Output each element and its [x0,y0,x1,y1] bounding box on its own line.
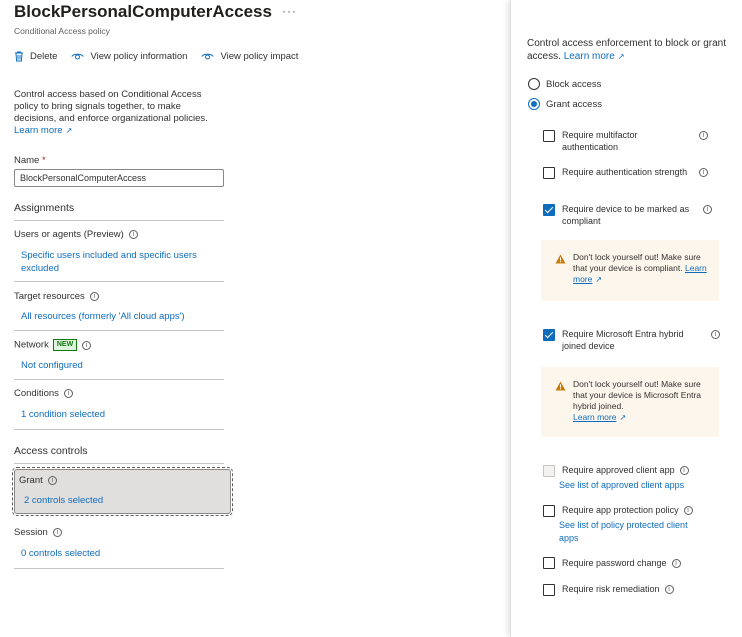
target-resources-label [14,291,99,302]
approved-client-app-checkbox[interactable] [543,465,555,477]
hybrid-warning-text [573,379,711,423]
conditions-label-text: Conditions [14,388,59,399]
intro-text: Control access based on Conditional Access policy to bring signals together, to make decisions, and enforce organizational policies. [14,89,208,124]
grant-label [19,475,57,486]
info-icon[interactable]: i [53,528,62,537]
grant-label-text: Grant [19,475,43,486]
conditions-label [14,388,73,399]
external-link-icon: ↗ [617,52,625,61]
name-label [14,155,46,166]
approved-client-app-label [562,464,689,476]
hybrid-joined-checkbox[interactable] [543,329,555,341]
compliant-device-label: Require device to be marked as compliant [562,204,690,226]
info-icon[interactable]: i [665,585,674,594]
trash-icon [14,51,24,62]
block-access-label: Block access [546,78,602,90]
hybrid-warning-banner [541,367,719,437]
auth-strength-label: Require authentication strength [562,167,688,177]
external-link-icon: ↗ [65,126,73,135]
page-subtitle: Conditional Access policy [14,26,110,36]
radio-circle-selected [528,98,540,110]
grant-value-link[interactable]: 2 controls selected [24,495,104,506]
grant-panel-description-text: Control access enforcement to block or grant access. [527,38,726,62]
grant-panel-description [527,37,727,63]
grant-access-label: Grant access [546,98,602,110]
password-change-label [562,557,681,569]
session-label-text: Session [14,527,48,538]
new-badge: NEW [53,339,77,351]
risk-remediation-checkbox[interactable] [543,584,555,596]
assignments-heading: Assignments [14,202,75,214]
conditions-value-link[interactable]: 1 condition selected [21,409,105,420]
divider [14,568,224,569]
more-options-button[interactable]: ··· [282,4,297,18]
required-mark: * [41,155,46,166]
risk-remediation-label [562,583,674,595]
compliant-warning-banner [541,240,719,301]
target-resources-label-text: Target resources [14,291,85,302]
info-icon[interactable]: i [64,389,73,398]
password-change-checkbox[interactable] [543,557,555,569]
info-icon[interactable]: i [82,341,91,350]
hybrid-warning-learn-more-link[interactable]: Learn more [573,412,617,422]
divider [14,463,224,464]
target-resources-value-link[interactable]: All resources (formerly 'All cloud apps') [21,311,185,322]
delete-label: Delete [30,51,58,62]
view-policy-impact-label: View policy impact [220,51,299,62]
session-value-link[interactable]: 0 controls selected [21,548,101,559]
mfa-label: Require multifactor authentication [562,130,638,152]
eye-icon [71,52,84,61]
app-protection-policy-checkbox[interactable] [543,505,555,517]
toolbar [14,51,298,62]
compliant-warning-text [573,252,711,285]
network-label-text: Network [14,339,49,351]
warning-icon [555,381,566,391]
info-icon[interactable]: i [48,476,57,485]
name-label-text: Name [14,155,40,166]
hybrid-joined-label: Require Microsoft Entra hybrid joined device [562,329,684,351]
radio-circle [528,78,540,90]
compliant-warning-learn-more-link[interactable]: Learn more [573,263,707,284]
intro-description [14,89,224,137]
grant-panel [510,0,742,637]
approved-client-apps-link[interactable]: See list of approved client apps [559,480,685,490]
info-icon[interactable]: i [672,559,681,568]
info-icon[interactable]: i [699,131,708,140]
app-protection-policy-label [562,504,693,516]
divider [14,379,224,380]
divider [14,220,224,221]
info-icon[interactable]: i [684,506,693,515]
name-input[interactable] [14,169,224,187]
view-policy-information-button[interactable] [71,51,187,62]
grant-panel-learn-more-link[interactable]: Learn more [563,51,615,62]
info-icon[interactable]: i [129,230,138,239]
block-access-radio[interactable] [528,78,601,90]
divider [14,330,224,331]
risk-remediation-label-text: Require risk remediation [562,584,660,594]
page-title: BlockPersonalComputerAccess [14,2,272,21]
info-icon[interactable]: i [703,205,712,214]
app-protection-policy-label-text: Require app protection policy [562,505,679,515]
compliant-device-checkbox[interactable] [543,204,555,216]
grant-access-radio[interactable] [528,98,602,110]
divider [14,429,224,430]
info-icon[interactable]: i [711,330,720,339]
mfa-checkbox[interactable] [543,130,555,142]
external-link-icon: ↗ [619,413,627,422]
view-policy-information-label: View policy information [90,51,188,62]
external-link-icon: ↗ [595,275,603,284]
approved-client-app-label-text: Require approved client app [562,465,675,475]
access-controls-heading: Access controls [14,445,88,457]
users-value-link[interactable]: Specific users included and specific users excluded [21,250,197,274]
session-label [14,527,62,538]
policy-protected-apps-link[interactable]: See list of policy protected client apps [559,520,688,543]
info-icon[interactable]: i [699,168,708,177]
view-policy-impact-button[interactable] [201,51,298,62]
intro-learn-more-link[interactable]: Learn more [14,125,63,136]
info-icon[interactable]: i [680,466,689,475]
users-label-text: Users or agents (Preview) [14,229,124,240]
auth-strength-checkbox[interactable] [543,167,555,179]
eye-icon [201,52,214,61]
divider [14,281,224,282]
network-label [14,339,91,351]
delete-button[interactable] [14,51,57,62]
warning-icon [555,254,566,264]
compliant-warning-message: Don't lock yourself out! Make sure that your device is compliant. [573,252,701,273]
info-icon[interactable]: i [90,292,99,301]
network-value-link[interactable]: Not configured [21,360,83,371]
password-change-label-text: Require password change [562,558,667,568]
users-label [14,229,138,240]
hybrid-warning-message: Don't lock yourself out! Make sure that your device is Microsoft Entra hybrid joined. [573,379,702,411]
